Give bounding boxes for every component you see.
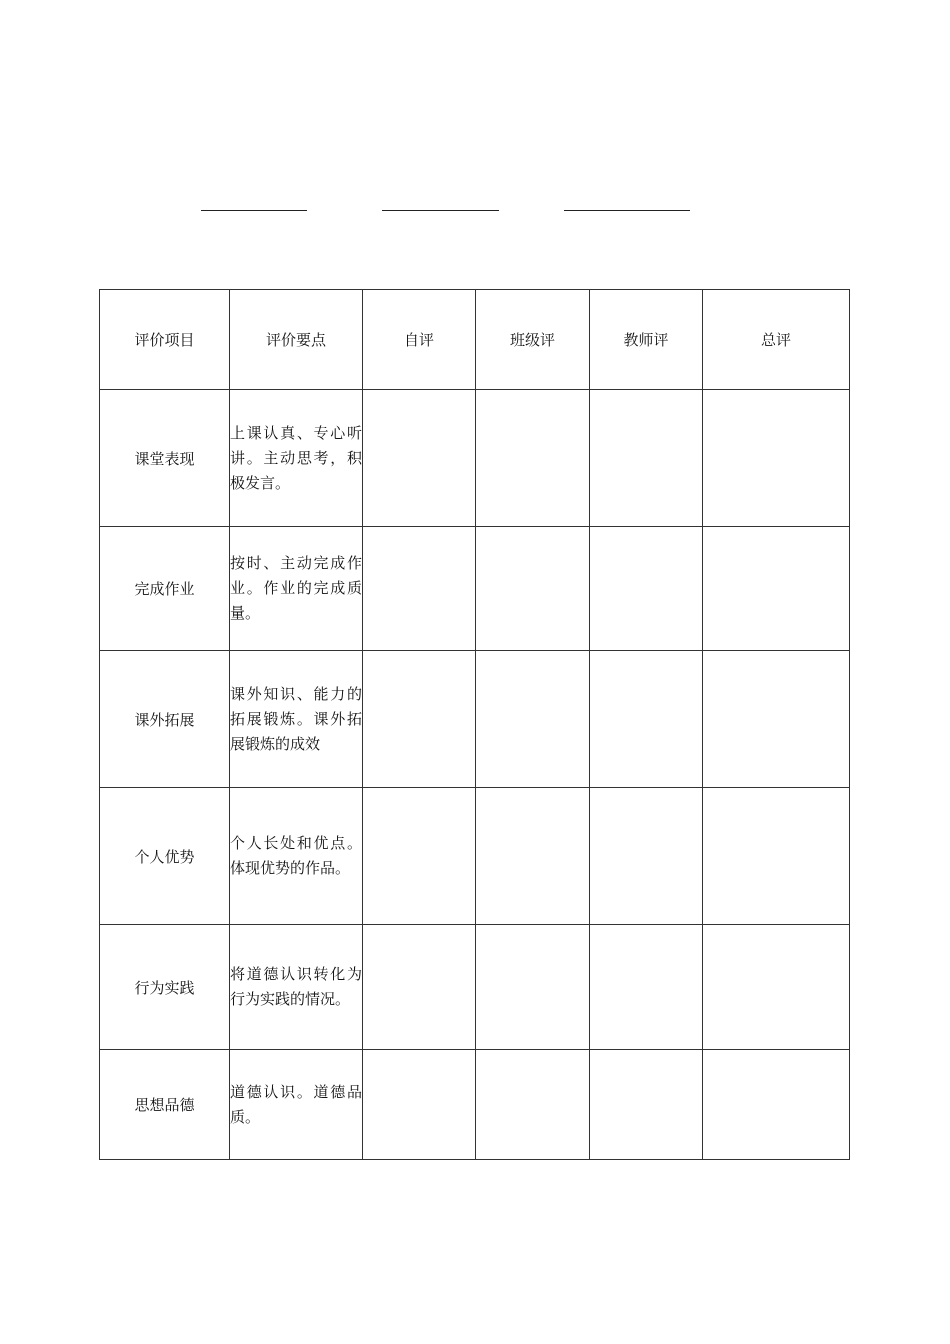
row-item-label: 行为实践: [100, 925, 230, 1050]
header-teacher-evaluation: 教师评: [590, 290, 703, 390]
self-eval-cell[interactable]: [363, 925, 476, 1050]
header-evaluation-item: 评价项目: [100, 290, 230, 390]
table-row: [100, 1050, 850, 1160]
table-row: [100, 390, 850, 527]
info-blank-3[interactable]: [564, 210, 690, 211]
table-row: [100, 527, 850, 651]
header-overall-evaluation: 总评: [703, 290, 850, 390]
row-evaluation-point: 上课认真、专心听讲。主动思考，积极发言。: [230, 390, 363, 527]
header-evaluation-points: 评价要点: [230, 290, 363, 390]
self-eval-cell[interactable]: [363, 527, 476, 651]
table-row: [100, 651, 850, 788]
table-row: [100, 925, 850, 1050]
class-eval-cell[interactable]: [476, 1050, 590, 1160]
self-eval-cell[interactable]: [363, 788, 476, 925]
table-header-row: [100, 290, 850, 390]
info-blank-2[interactable]: [382, 210, 499, 211]
row-item-label: 课堂表现: [100, 390, 230, 527]
row-item-label: 完成作业: [100, 527, 230, 651]
teacher-eval-cell[interactable]: [590, 1050, 703, 1160]
overall-eval-cell[interactable]: [703, 788, 850, 925]
overall-eval-cell[interactable]: [703, 527, 850, 651]
overall-eval-cell[interactable]: [703, 1050, 850, 1160]
self-eval-cell[interactable]: [363, 651, 476, 788]
class-eval-cell[interactable]: [476, 527, 590, 651]
info-blank-1[interactable]: [201, 210, 307, 211]
student-info-row: [0, 190, 950, 216]
row-item-label: 思想品德: [100, 1050, 230, 1160]
class-eval-cell[interactable]: [476, 788, 590, 925]
teacher-eval-cell[interactable]: [590, 527, 703, 651]
teacher-eval-cell[interactable]: [590, 651, 703, 788]
overall-eval-cell[interactable]: [703, 651, 850, 788]
row-evaluation-point: 课外知识、能力的拓展锻炼。课外拓展锻炼的成效: [230, 651, 363, 788]
self-eval-cell[interactable]: [363, 1050, 476, 1160]
class-eval-cell[interactable]: [476, 925, 590, 1050]
row-evaluation-point: 将道德认识转化为行为实践的情况。: [230, 925, 363, 1050]
self-eval-cell[interactable]: [363, 390, 476, 527]
row-evaluation-point: 按时、主动完成作业。作业的完成质量。: [230, 527, 363, 651]
evaluation-table: [99, 289, 850, 1160]
teacher-eval-cell[interactable]: [590, 788, 703, 925]
row-item-label: 个人优势: [100, 788, 230, 925]
row-evaluation-point: 个人长处和优点。体现优势的作品。: [230, 788, 363, 925]
class-eval-cell[interactable]: [476, 390, 590, 527]
table-row: [100, 788, 850, 925]
header-self-evaluation: 自评: [363, 290, 476, 390]
teacher-eval-cell[interactable]: [590, 390, 703, 527]
row-evaluation-point: 道德认识。道德品质。: [230, 1050, 363, 1160]
row-item-label: 课外拓展: [100, 651, 230, 788]
class-eval-cell[interactable]: [476, 651, 590, 788]
overall-eval-cell[interactable]: [703, 390, 850, 527]
header-class-evaluation: 班级评: [476, 290, 590, 390]
overall-eval-cell[interactable]: [703, 925, 850, 1050]
teacher-eval-cell[interactable]: [590, 925, 703, 1050]
